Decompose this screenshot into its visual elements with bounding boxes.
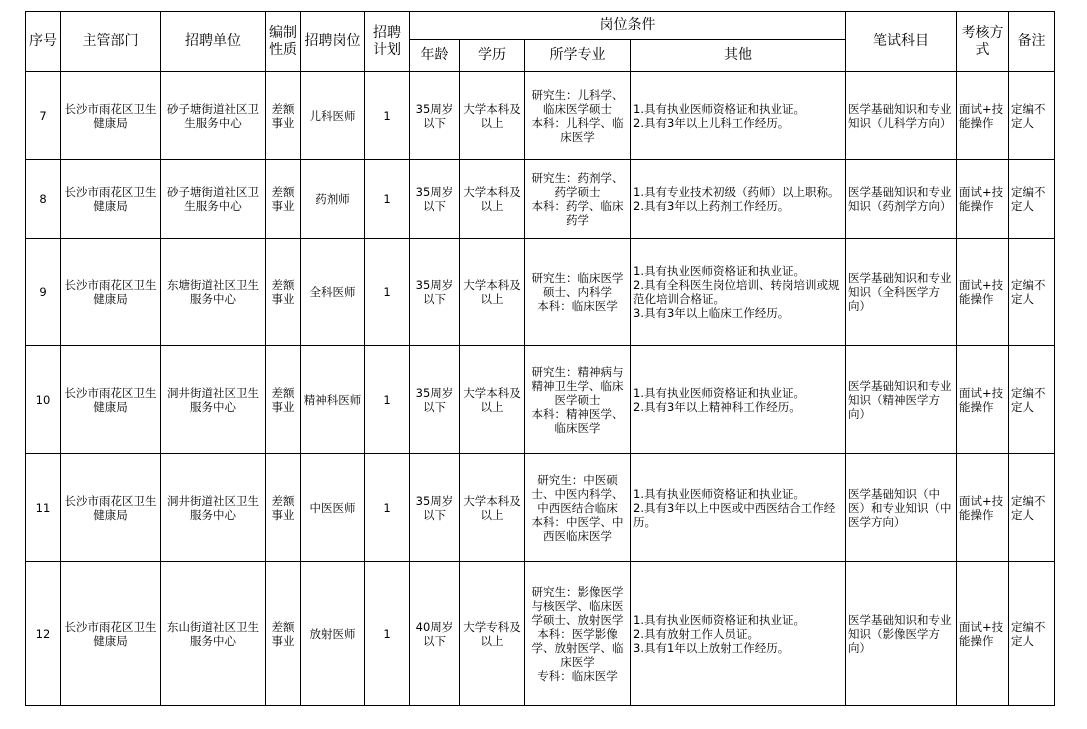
row-position: 全科医师 [301, 239, 365, 346]
row-major: 研究生：精神病与精神卫生学、临床医学硕士 本科：精神医学、临床医学 [525, 346, 631, 454]
table-row [26, 160, 1055, 239]
row-major: 研究生：影像医学与核医学、临床医学硕士、放射医学 本科：医学影像学、放射医学、临床医学 专科：临床医学 [525, 562, 631, 706]
row-assess: 面试+技能操作 [957, 239, 1009, 346]
row-exam: 医学基础知识和专业知识（药剂学方向） [846, 160, 957, 239]
row-seq: 10 [26, 346, 61, 454]
row-assess: 面试+技能操作 [957, 346, 1009, 454]
row-major: 研究生：药剂学、药学硕士 本科：药学、临床药学 [525, 160, 631, 239]
row-assess: 面试+技能操作 [957, 454, 1009, 562]
row-other: 1.具有执业医师资格证和执业证。 2.具有3年以上中医或中西医结合工作经历。 [631, 454, 846, 562]
row-other: 1.具有专业技术初级（药师）以上职称。 2.具有3年以上药剂工作经历。 [631, 160, 846, 239]
row-remark: 定编不定人 [1009, 562, 1055, 706]
row-other: 1.具有执业医师资格证和执业证。 2.具有全科医生岗位培训、转岗培训或规范化培训合格证。 3.具有3年以上临床工作经历。 [631, 239, 846, 346]
row-remark: 定编不定人 [1009, 239, 1055, 346]
header-other: 其他 [631, 40, 846, 72]
row-remark: 定编不定人 [1009, 454, 1055, 562]
row-dept: 长沙市雨花区卫生健康局 [61, 160, 161, 239]
row-exam: 医学基础知识和专业知识（全科医学方向） [846, 239, 957, 346]
row-age: 35周岁以下 [410, 346, 460, 454]
row-major: 研究生：中医硕士、中医内科学、中西医结合临床 本科：中医学、中西医临床医学 [525, 454, 631, 562]
row-position: 精神科医师 [301, 346, 365, 454]
row-edu: 大学本科及以上 [460, 72, 525, 160]
header-edu: 学历 [460, 40, 525, 72]
header-exam: 笔试科目 [846, 12, 957, 72]
row-position: 药剂师 [301, 160, 365, 239]
row-unit: 洞井街道社区卫生服务中心 [161, 454, 266, 562]
row-plan: 1 [365, 160, 410, 239]
row-age: 40周岁以下 [410, 562, 460, 706]
row-unit: 砂子塘街道社区卫生服务中心 [161, 160, 266, 239]
row-major: 研究生：儿科学、临床医学硕士 本科：儿科学、临床医学 [525, 72, 631, 160]
row-age: 35周岁以下 [410, 239, 460, 346]
row-dept: 长沙市雨花区卫生健康局 [61, 454, 161, 562]
header-age: 年龄 [410, 40, 460, 72]
row-nature: 差额事业 [266, 562, 301, 706]
row-dept: 长沙市雨花区卫生健康局 [61, 562, 161, 706]
header-unit: 招聘单位 [161, 12, 266, 72]
row-dept: 长沙市雨花区卫生健康局 [61, 346, 161, 454]
header-position: 招聘岗位 [301, 12, 365, 72]
row-unit: 砂子塘街道社区卫生服务中心 [161, 72, 266, 160]
row-age: 35周岁以下 [410, 72, 460, 160]
header-major: 所学专业 [525, 40, 631, 72]
row-seq: 8 [26, 160, 61, 239]
header-nature: 编制性质 [266, 12, 301, 72]
row-nature: 差额事业 [266, 454, 301, 562]
row-position: 放射医师 [301, 562, 365, 706]
row-plan: 1 [365, 562, 410, 706]
header-dept: 主管部门 [61, 12, 161, 72]
row-unit: 东塘街道社区卫生服务中心 [161, 239, 266, 346]
row-major: 研究生：临床医学硕士、内科学 本科：临床医学 [525, 239, 631, 346]
row-other: 1.具有执业医师资格证和执业证。 2.具有放射工作人员证。 3.具有1年以上放射工作经历。 [631, 562, 846, 706]
row-nature: 差额事业 [266, 160, 301, 239]
table-row [26, 562, 1055, 706]
recruitment-table [25, 11, 1055, 706]
row-age: 35周岁以下 [410, 454, 460, 562]
row-nature: 差额事业 [266, 72, 301, 160]
row-unit: 东山街道社区卫生服务中心 [161, 562, 266, 706]
row-plan: 1 [365, 346, 410, 454]
row-edu: 大学专科及以上 [460, 562, 525, 706]
row-edu: 大学本科及以上 [460, 160, 525, 239]
row-dept: 长沙市雨花区卫生健康局 [61, 72, 161, 160]
row-assess: 面试+技能操作 [957, 72, 1009, 160]
header-seq: 序号 [26, 12, 61, 72]
row-other: 1.具有执业医师资格证和执业证。 2.具有3年以上精神科工作经历。 [631, 346, 846, 454]
row-seq: 12 [26, 562, 61, 706]
row-edu: 大学本科及以上 [460, 346, 525, 454]
table-row [26, 72, 1055, 160]
row-age: 35周岁以下 [410, 160, 460, 239]
row-remark: 定编不定人 [1009, 346, 1055, 454]
header-plan: 招聘计划 [365, 12, 410, 72]
header-remark: 备注 [1009, 12, 1055, 72]
row-exam: 医学基础知识和专业知识（精神医学方向） [846, 346, 957, 454]
table-row [26, 346, 1055, 454]
table-row [26, 239, 1055, 346]
row-plan: 1 [365, 454, 410, 562]
row-assess: 面试+技能操作 [957, 562, 1009, 706]
row-position: 儿科医师 [301, 72, 365, 160]
header-assess: 考核方式 [957, 12, 1009, 72]
row-edu: 大学本科及以上 [460, 239, 525, 346]
row-exam: 医学基础知识和专业知识（儿科学方向） [846, 72, 957, 160]
row-plan: 1 [365, 72, 410, 160]
row-position: 中医医师 [301, 454, 365, 562]
row-seq: 11 [26, 454, 61, 562]
row-dept: 长沙市雨花区卫生健康局 [61, 239, 161, 346]
row-exam: 医学基础知识和专业知识（影像医学方向） [846, 562, 957, 706]
row-seq: 9 [26, 239, 61, 346]
row-nature: 差额事业 [266, 239, 301, 346]
row-remark: 定编不定人 [1009, 72, 1055, 160]
row-exam: 医学基础知识（中医）和专业知识（中医学方向） [846, 454, 957, 562]
row-nature: 差额事业 [266, 346, 301, 454]
row-remark: 定编不定人 [1009, 160, 1055, 239]
row-assess: 面试+技能操作 [957, 160, 1009, 239]
row-plan: 1 [365, 239, 410, 346]
table-row [26, 454, 1055, 562]
header-conditions: 岗位条件 [410, 12, 846, 40]
row-unit: 洞井街道社区卫生服务中心 [161, 346, 266, 454]
row-seq: 7 [26, 72, 61, 160]
row-edu: 大学本科及以上 [460, 454, 525, 562]
row-other: 1.具有执业医师资格证和执业证。 2.具有3年以上儿科工作经历。 [631, 72, 846, 160]
